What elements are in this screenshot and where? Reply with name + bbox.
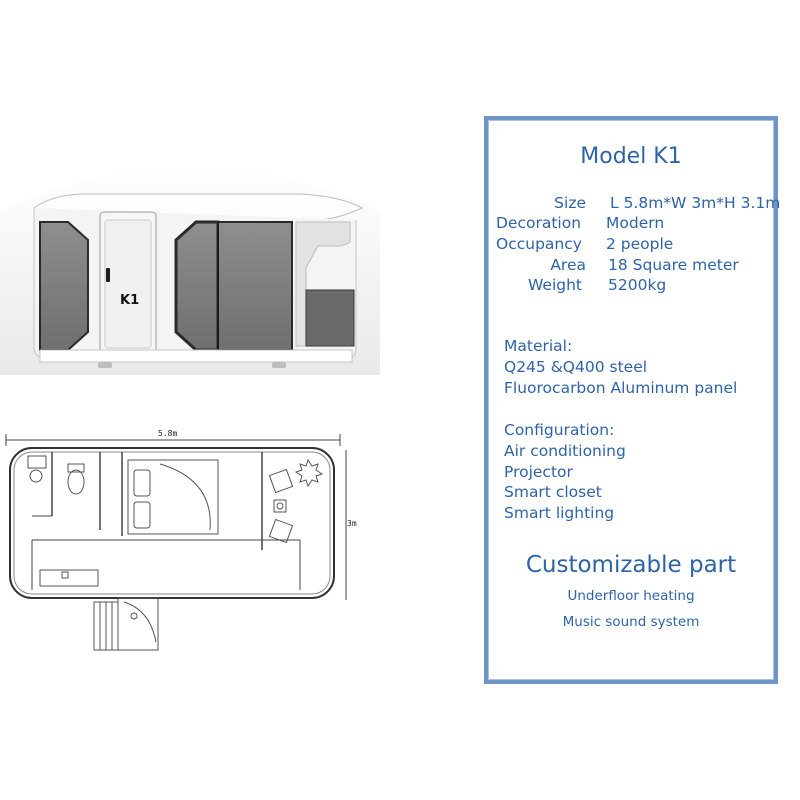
configuration-heading: Configuration: xyxy=(504,421,615,439)
customizable-item: Music sound system xyxy=(562,614,700,630)
spec-key: Weight xyxy=(527,276,582,294)
cabin-exterior-render xyxy=(0,150,385,380)
spec-value: 5200kg xyxy=(608,276,667,294)
plan-width-label: 3m xyxy=(347,519,357,528)
render-model-label: K1 xyxy=(120,293,140,308)
material-section xyxy=(504,336,737,398)
spec-value: Modern xyxy=(606,214,665,232)
spec-key: Occupancy xyxy=(496,235,582,253)
material-heading: Material: xyxy=(504,337,573,355)
configuration-item: Smart lighting xyxy=(504,504,615,523)
spec-value: 2 people xyxy=(606,235,674,253)
spec-key: Decoration xyxy=(496,214,582,232)
specifications-card xyxy=(484,116,781,684)
floor-plan-drawing xyxy=(0,420,360,655)
configuration-item: Air conditioning xyxy=(504,441,626,460)
configuration-section xyxy=(504,420,626,524)
spec-value: 18 Square meter xyxy=(608,256,739,274)
material-item: Q245 &Q400 steel xyxy=(504,357,648,376)
model-title: Model K1 xyxy=(580,144,682,169)
plan-length-label: 5.8m xyxy=(158,429,178,438)
customizable-title: Customizable part xyxy=(525,552,737,578)
customizable-item: Underfloor heating xyxy=(567,588,695,604)
material-item: Fluorocarbon Aluminum panel xyxy=(504,378,738,397)
configuration-item: Smart closet xyxy=(504,483,602,502)
configuration-item: Projector xyxy=(504,462,573,481)
spec-key: Area xyxy=(550,256,586,274)
spec-key: Size xyxy=(554,194,586,212)
spec-value: L 5.8m*W 3m*H 3.1m xyxy=(610,194,781,212)
